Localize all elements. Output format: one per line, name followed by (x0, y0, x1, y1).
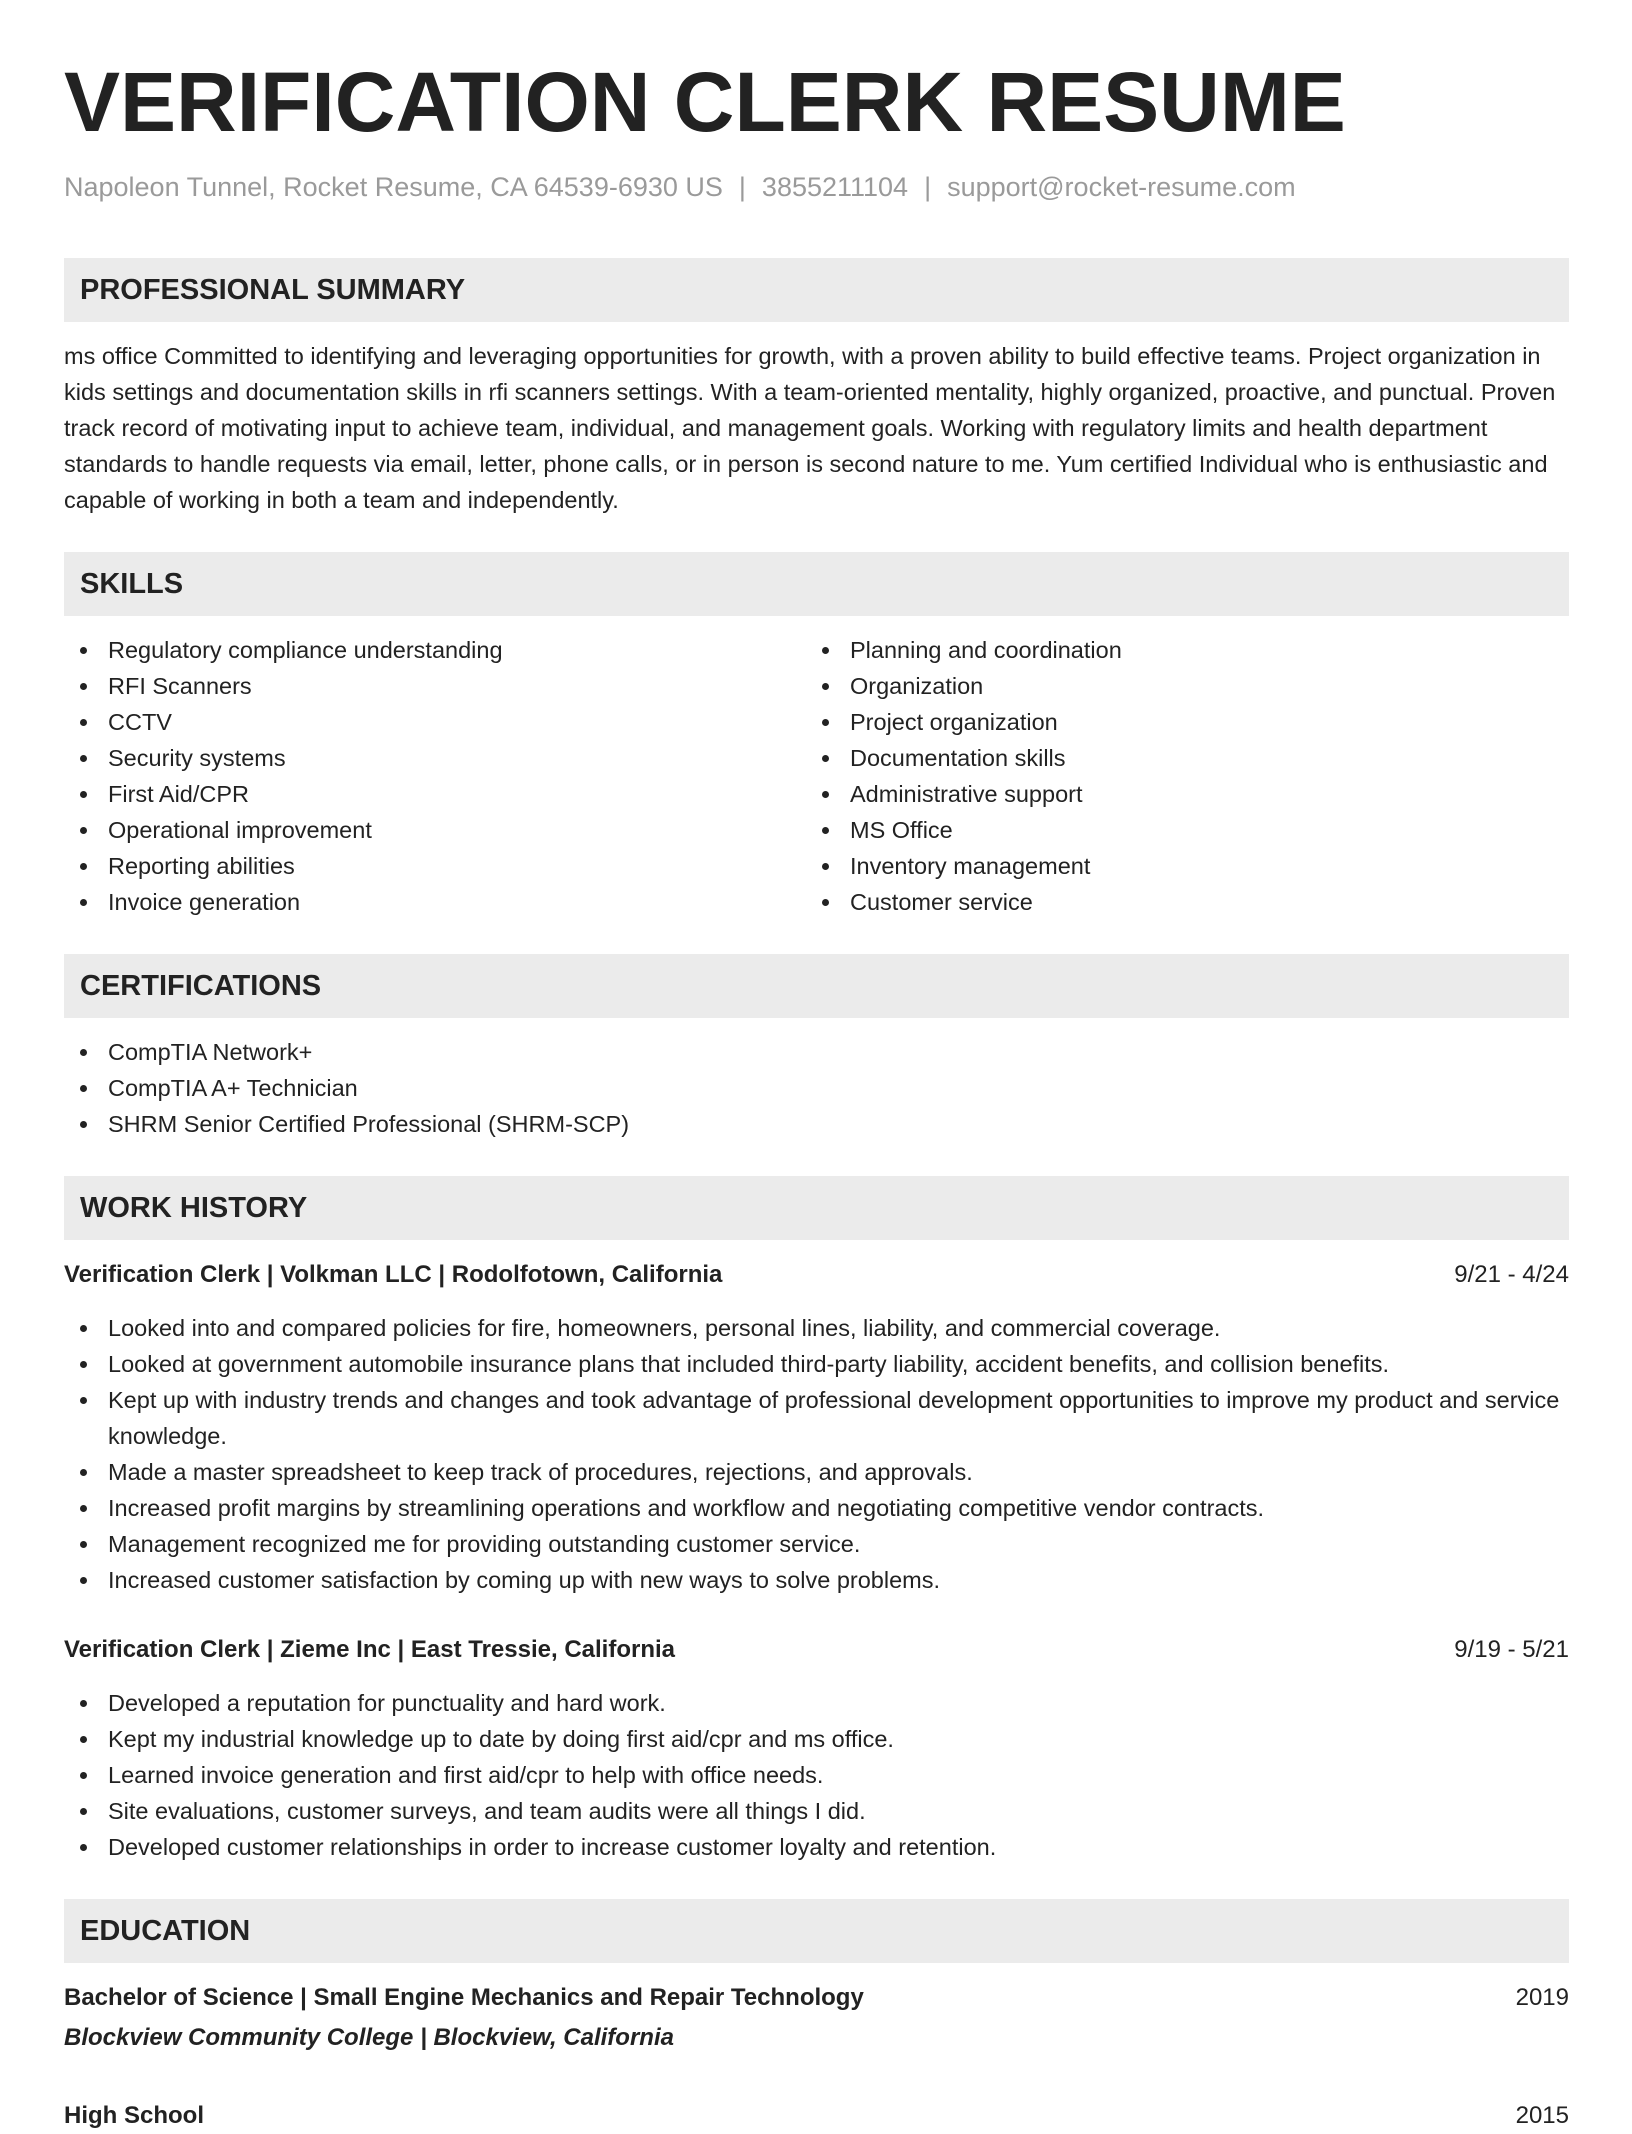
skill-item: CCTV (64, 704, 806, 740)
contact-separator: | (924, 172, 932, 202)
skill-item: Invoice generation (64, 884, 806, 920)
section-header-skills: SKILLS (64, 552, 1569, 616)
contact-separator: | (738, 172, 746, 202)
skill-item: Regulatory compliance understanding (64, 632, 806, 668)
skill-item: Customer service (806, 884, 1548, 920)
job-heading (64, 1257, 1569, 1293)
job-bullet: Management recognized me for providing outstanding customer service. (64, 1526, 1569, 1562)
job-bullet: Increased customer satisfaction by coming up with new ways to solve problems. (64, 1562, 1569, 1598)
skills-column-right (806, 632, 1548, 920)
summary-text: ms office Committed to identifying and leveraging opportunities for growth, with a proven ability to build effective teams. Project organization in kids settings and documentation skills in rfi scanners settings. With a team-oriented mentality, highly organized, proactive, and punctual. Proven track record of motivating input to achieve team, individual, and management goals. Working with regulatory limits and health department standards to handle requests via email, letter, phone calls, or in person is second nature to me. Yum certified Individual who is enthusiastic and capable of working in both a team and independently. (64, 343, 1556, 513)
certification-item: SHRM Senior Certified Professional (SHRM-SCP) (64, 1106, 1569, 1142)
skill-item: Organization (806, 668, 1548, 704)
resume-title: VERIFICATION CLERK RESUME (64, 55, 1346, 149)
education-heading (64, 2098, 1569, 2134)
skill-item: Security systems (64, 740, 806, 776)
education-degree: Bachelor of Science | Small Engine Mechanics and Repair Technology (64, 1984, 864, 2011)
job-bullet: Kept my industrial knowledge up to date by doing first aid/cpr and ms office. (64, 1721, 1569, 1757)
job-bullet: Looked at government automobile insurance plans that included third-party liability, accident benefits, and collision benefits. (64, 1346, 1569, 1382)
job-bullet: Kept up with industry trends and changes and took advantage of professional development opportunities to improve my product and service knowledge. (64, 1382, 1569, 1454)
skill-item: Operational improvement (64, 812, 806, 848)
skill-item: Reporting abilities (64, 848, 806, 884)
job-bullet: Developed customer relationships in order to increase customer loyalty and retention. (64, 1829, 1569, 1865)
job-bullet: Site evaluations, customer surveys, and team audits were all things I did. (64, 1793, 1569, 1829)
skill-item: Documentation skills (806, 740, 1548, 776)
contact-address: Napoleon Tunnel, Rocket Resume, CA 64539-6930 US (64, 172, 723, 202)
skill-item: First Aid/CPR (64, 776, 806, 812)
job-bullet: Increased profit margins by streamlining operations and workflow and negotiating competitive vendor contracts. (64, 1490, 1569, 1526)
education-year: 2019 (1515, 1984, 1569, 2011)
job-bullet: Looked into and compared policies for fire, homeowners, personal lines, liability, and commercial coverage. (64, 1310, 1569, 1346)
contact-email[interactable]: support@rocket-resume.com (947, 172, 1296, 202)
job-title: Verification Clerk | Volkman LLC | Rodolfotown, California (64, 1261, 723, 1288)
job-dates: 9/19 - 5/21 (1454, 1636, 1569, 1663)
skill-item: Planning and coordination (806, 632, 1548, 668)
job-title: Verification Clerk | Zieme Inc | East Tressie, California (64, 1636, 676, 1663)
education-year: 2015 (1515, 2102, 1569, 2129)
job-heading (64, 1632, 1569, 1668)
skill-item: Inventory management (806, 848, 1548, 884)
skill-item: MS Office (806, 812, 1548, 848)
section-header-summary: PROFESSIONAL SUMMARY (64, 258, 1569, 322)
skill-item: Administrative support (806, 776, 1548, 812)
job-bullet: Learned invoice generation and first aid/cpr to help with office needs. (64, 1757, 1569, 1793)
certification-item: CompTIA A+ Technician (64, 1070, 1569, 1106)
certification-item: CompTIA Network+ (64, 1034, 1569, 1070)
section-header-work-history: WORK HISTORY (64, 1176, 1569, 1240)
contact-phone: 3855211104 (761, 172, 909, 202)
skills-column-left (64, 632, 806, 920)
education-heading (64, 1980, 1569, 2016)
skills-grid (64, 632, 1569, 920)
job-bullet: Developed a reputation for punctuality and hard work. (64, 1685, 1569, 1721)
job-bullets (64, 1310, 1569, 1598)
skill-item: Project organization (806, 704, 1548, 740)
contact-line (64, 170, 1569, 204)
job-bullet: Made a master spreadsheet to keep track of procedures, rejections, and approvals. (64, 1454, 1569, 1490)
section-header-education: EDUCATION (64, 1899, 1569, 1963)
certifications-list (64, 1034, 1569, 1142)
education-school: Blockview Community College | Blockview, California (64, 2024, 674, 2051)
section-header-certifications: CERTIFICATIONS (64, 954, 1569, 1018)
job-dates: 9/21 - 4/24 (1454, 1261, 1569, 1288)
education-degree: High School (64, 2102, 204, 2129)
job-bullets (64, 1685, 1569, 1865)
skill-item: RFI Scanners (64, 668, 806, 704)
